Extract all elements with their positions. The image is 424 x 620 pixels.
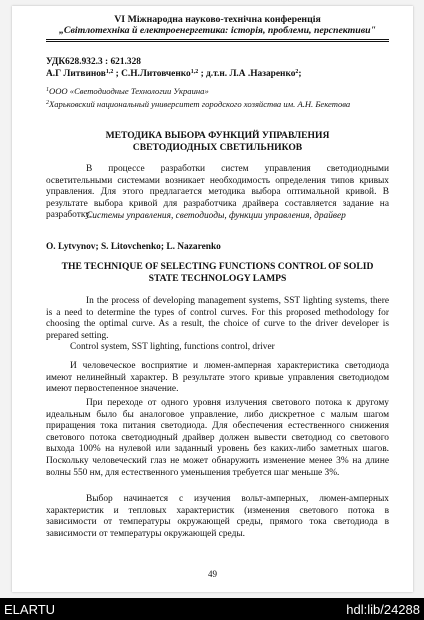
repository-footer [0,598,424,620]
title-ru: МЕТОДИКА ВЫБОРА ФУНКЦИЙ УПРАВЛЕНИЯ СВЕТОДИОДНЫХ СВЕТИЛЬНИКОВ [105,130,330,153]
header-rule [46,41,389,42]
affiliation-text: Харьковский национальный университет городского хозяйства им. А.Н. Бекетова [49,99,351,109]
page-number: 49 [208,569,217,579]
keywords-en: Control system, SST lighting, functions control, driver [70,342,275,352]
author-sup: 2 [295,69,299,75]
conference-header-line2: „Світлотехніка й електроенергетика: історія, проблеми, перспективи" [59,25,376,36]
author-name: А.Г Литвинов [46,69,106,79]
author-sup: 1,2 [105,69,114,75]
author-name: ; д.т.н. Л.А .Назаренко [200,69,296,79]
abstract-ru: В процессе разработки систем управления светодиодными осветительными системами возникает необходимость определения типов кривых управления. Для этого предлагается методика выбора оптимальной кривой. В результате выбора кривой для разработчика драйвера составляется задание на разработку. [46,164,389,221]
author-name: ; С.Н.Литовченко [115,69,191,79]
body-paragraph: При переходе от одного уровня излучения светового потока к другому идеальным было бы аналоговое управление, либо дискретное с малым шагом приращения тока питания светодиода. Для обеспечения естественного снижения светового потока светодиодный драйвер должен вывести светодиод со светового выхода 100% на нулевой или заданный уровень без каких-либо заметных шагов. Поскольку человеческий глаз не может обнаружить изменение менее 3% на длине волны 550 нм, для естественного уменьшения требуется шаг меньше 3%. [46,398,389,478]
title-en: THE TECHNIQUE OF SELECTING FUNCTIONS CONTROL OF SOLID STATE TECHNOLOGY LAMPS [61,261,374,284]
repository-name: ELARTU [4,602,56,617]
affiliation-text: ООО «Светодиодные Технологии Украина» [49,86,209,96]
author-sep: ; [298,69,302,79]
conference-header-line1: VI Міжнародна науково-технічна конференція [114,14,321,25]
document-page [12,6,413,592]
body-paragraph: И человеческое восприятие и люмен-амперная характеристика светодиода имеют нелинейный характер. В результате этого кривые управления светодиодом имеют первостепенное значение. [46,361,389,395]
affiliation-sup: 2 [46,100,49,106]
author-sup: 1,2 [190,69,199,75]
affiliation [46,99,389,111]
conference-header [46,14,389,36]
abstract-en: In the process of developing management systems, SST lighting systems, there is a need to determine the types of control curves. For this proposed methodology for choosing the optimal curve. As a result, the choice of curve to the driver developer is prepared setting. [46,296,389,341]
udk-code: УДК628.932.3 : 621.328 [46,57,141,67]
handle-link[interactable]: hdl:lib/24288 [346,602,420,617]
body-paragraph: Выбор начинается с изучения вольт-амперных, люмен-амперных характеристик и тепловых характеристик (изменения светового потока в зависимости от температуры окружающей среды, прямого тока светодиода в зависимости от температуры окружающей среды. [46,494,389,539]
affiliation [46,86,389,98]
authors-en: O. Lytvynov; S. Litovchenko; L. Nazarenko [46,242,221,252]
authors-ru [46,69,389,81]
header-rule [46,39,389,40]
keywords-ru: Системы управления, светодиоды, функции управления, драйвер [86,211,346,221]
affiliation-sup: 1 [46,87,49,93]
